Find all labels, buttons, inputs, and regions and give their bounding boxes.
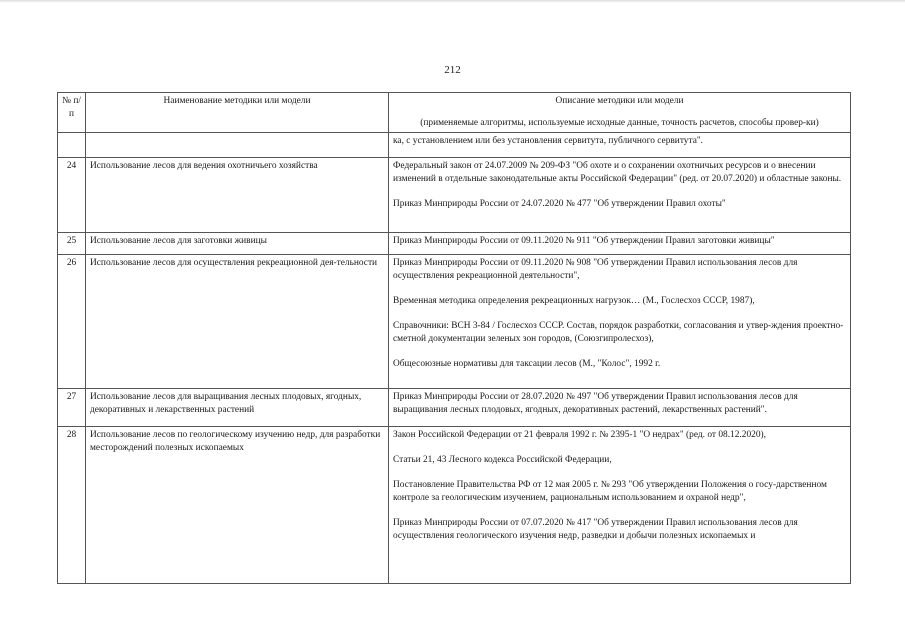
header-num: № п/п	[58, 93, 86, 133]
description-paragraph: Приказ Минприроды России от 24.07.2020 № 477 "Об утверждении Правил охоты"	[393, 199, 726, 209]
cell-name: Использование лесов по геологическому изучению недр, для разработки месторождений полезных ископаемых	[86, 427, 389, 584]
description-paragraph: Приказ Минприроды России от 09.11.2020 № 908 "Об утверждении Правил использования лесов для осуществления рекреационной деятельности",	[393, 258, 798, 281]
description-paragraph: Закон Российской Федерации от 21 февраля 1992 г. № 2395-1 "О недрах" (ред. от 08.12.2020),	[393, 430, 766, 440]
description-paragraph: Постановление Правительства РФ от 12 мая 2005 г. № 293 "Об утверждении Положения о госу-дарственном контроле за геологическим изучением, рациональным использованием и охраной недр",	[393, 480, 827, 503]
description-paragraph: Федеральный закон от 24.07.2009 № 209-ФЗ "Об охоте и о сохранении охотничьих ресурсов и о внесении изменений в отдельные законодательные акты Российской Федерации" (ред. от 20.07.2020) и областные законы.	[393, 161, 842, 184]
description-paragraph: Приказ Минприроды России от 09.11.2020 № 911 "Об утверждении Правил заготовки живицы"	[393, 236, 775, 246]
methods-table	[57, 92, 851, 584]
page-number: 212	[444, 64, 461, 76]
table-row	[58, 389, 851, 427]
description-paragraph: Справочники: ВСН 3-84 / Гослесхоз СССР. Состав, порядок разработки, согласования и утвер-ждения проектно-сметной документации зеленых зон городов, (Союзгипролесхоз),	[393, 321, 844, 344]
cell-num: 25	[58, 233, 86, 255]
cell-name	[86, 133, 389, 158]
description-paragraph: Статьи 21, 43 Лесного кодекса Российской Федерации,	[393, 455, 612, 465]
description-paragraph: Общесоюзные нормативы для таксации лесов (М., "Колос", 1992 г.	[393, 359, 661, 369]
cell-name: Использование лесов для осуществления рекреационной дея-тельности	[86, 255, 389, 389]
cell-name: Использование лесов для заготовки живицы	[86, 233, 389, 255]
cell-num	[58, 133, 86, 158]
table-row	[58, 158, 851, 233]
cell-num: 28	[58, 427, 86, 584]
cell-num: 24	[58, 158, 86, 233]
table-row	[58, 427, 851, 584]
description-paragraph: Временная методика определения рекреационных нагрузок… (М., Гослесхоз СССР, 1987),	[393, 296, 755, 306]
cell-description	[389, 233, 851, 255]
description-paragraph: Приказ Минприроды России от 07.07.2020 № 417 "Об утверждении Правил использования лесов для осуществления геологического изучения недр, разведки и добычи полезных ископаемых и	[393, 518, 798, 541]
cell-description	[389, 389, 851, 427]
cell-description	[389, 427, 851, 584]
header-description	[389, 93, 851, 133]
cell-name: Использование лесов для выращивания лесных плодовых, ягодных, декоративных и лекарственных растений	[86, 389, 389, 427]
cell-description	[389, 158, 851, 233]
description-paragraph: Приказ Минприроды России от 28.07.2020 № 497 "Об утверждении Правил использования лесов для выращивания лесных плодовых, ягодных, декоративных растений, лекарственных растений".	[393, 392, 798, 415]
cell-num: 26	[58, 255, 86, 389]
table-row-continuation	[58, 133, 851, 158]
table-header-row	[58, 93, 851, 133]
cell-num: 27	[58, 389, 86, 427]
table-row	[58, 255, 851, 389]
table-row	[58, 233, 851, 255]
header-name: Наименование методики или модели	[86, 93, 389, 133]
scan-edge	[0, 0, 905, 3]
cell-name: Использование лесов для ведения охотничьего хозяйства	[86, 158, 389, 233]
header-description-note: (применяемые алгоритмы, используемые исходные данные, точность расчетов, способы провер-ки)	[420, 118, 819, 128]
cell-description: ка, с установлением или без установления сервитута, публичного сервитута".	[389, 133, 851, 158]
cell-description	[389, 255, 851, 389]
header-description-title: Описание методики или модели	[555, 96, 684, 106]
